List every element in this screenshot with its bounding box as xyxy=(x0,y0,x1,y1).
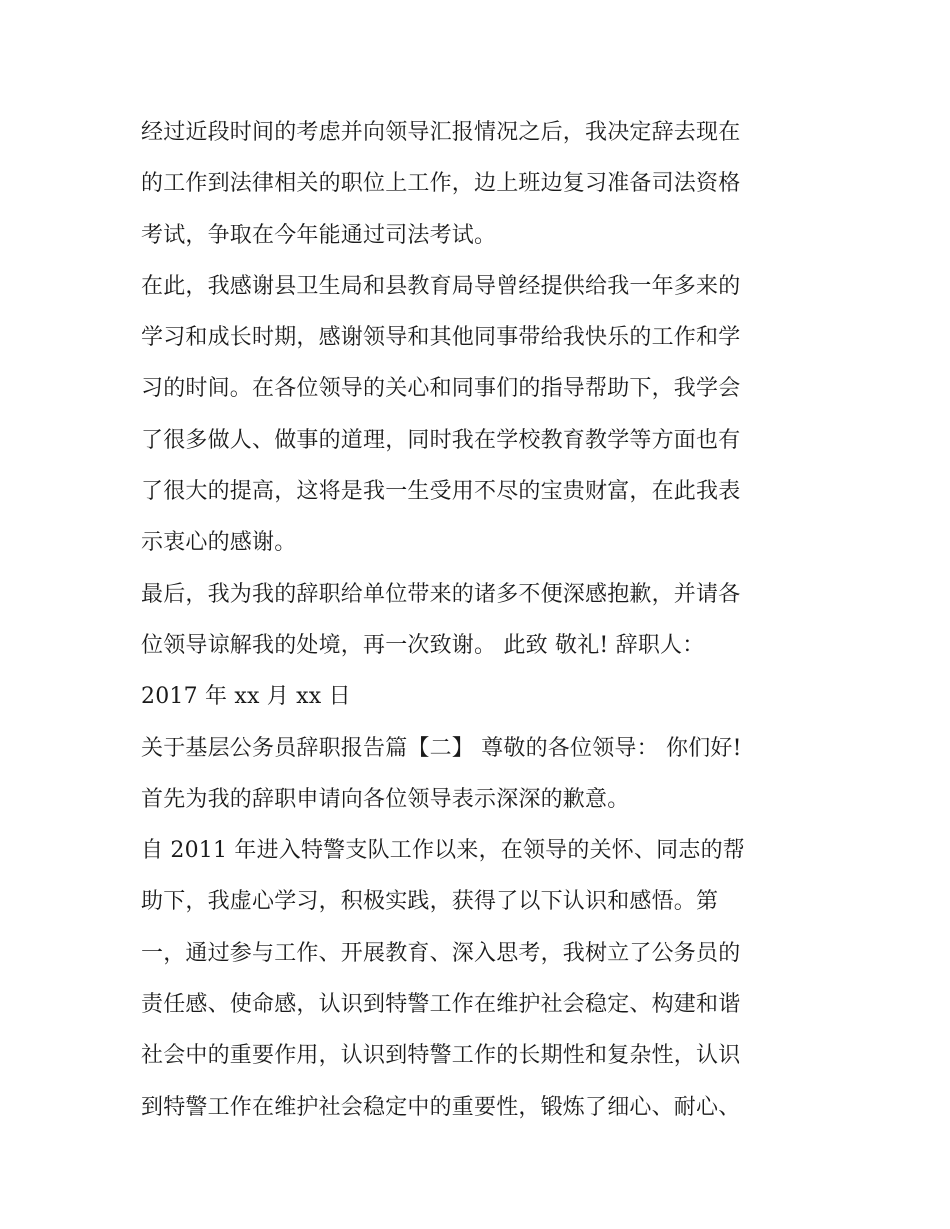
section-heading-line: 关于基层公务员辞职报告篇【二】 尊敬的各位领导： 你们好! xyxy=(141,735,742,761)
text-line: 首先为我的辞职申请向各位领导表示深深的歉意。 xyxy=(141,786,630,812)
text-line: 了很多做人、做事的道理，同时我在学校教育教学等方面也有 xyxy=(141,427,741,453)
text-line: 到特警工作在维护社会稳定中的重要性，锻炼了细心、耐心、 xyxy=(141,1094,741,1120)
text-line: 一，通过参与工作、开展教育、深入思考，我树立了公务员的 xyxy=(141,940,741,966)
text-line: 自 2011 年进入特警支队工作以来，在领导的关怀、同志的帮 xyxy=(141,838,745,864)
text-line: 社会中的重要作用，认识到特警工作的长期性和复杂性，认识 xyxy=(141,1043,741,1069)
text-line: 学习和成长时期，感谢领导和其他同事带给我快乐的工作和学 xyxy=(141,325,741,351)
text-line: 示衷心的感谢。 xyxy=(141,530,297,556)
text-line: 习的时间。在各位领导的关心和同事们的指导帮助下，我学会 xyxy=(141,376,741,402)
document-body xyxy=(141,107,813,1133)
text-line: 助下，我虚心学习，积极实践，获得了以下认识和感悟。第 xyxy=(141,889,719,915)
date-line: 2017 年 xx 月 xx 日 xyxy=(141,684,351,710)
text-line: 经过近段时间的考虑并向领导汇报情况之后，我决定辞去现在 xyxy=(141,120,741,145)
text-line: 考试，争取在今年能通过司法考试。 xyxy=(141,222,497,248)
text-line: 在此，我感谢县卫生局和县教育局导曾经提供给我一年多来的 xyxy=(141,273,741,299)
text-line: 最后，我为我的辞职给单位带来的诸多不便深感抱歉，并请各 xyxy=(141,581,741,607)
text-line: 了很大的提高，这将是我一生受用不尽的宝贵财富，在此我表 xyxy=(141,479,741,505)
text-line: 位领导谅解我的处境，再一次致谢。 此致 敬礼! 辞职人： xyxy=(141,632,705,658)
text-line: 的工作到法律相关的职位上工作，边上班边复习准备司法资格 xyxy=(141,171,741,197)
text-line: 责任感、使命感，认识到特警工作在维护社会稳定、构建和谐 xyxy=(141,992,741,1018)
